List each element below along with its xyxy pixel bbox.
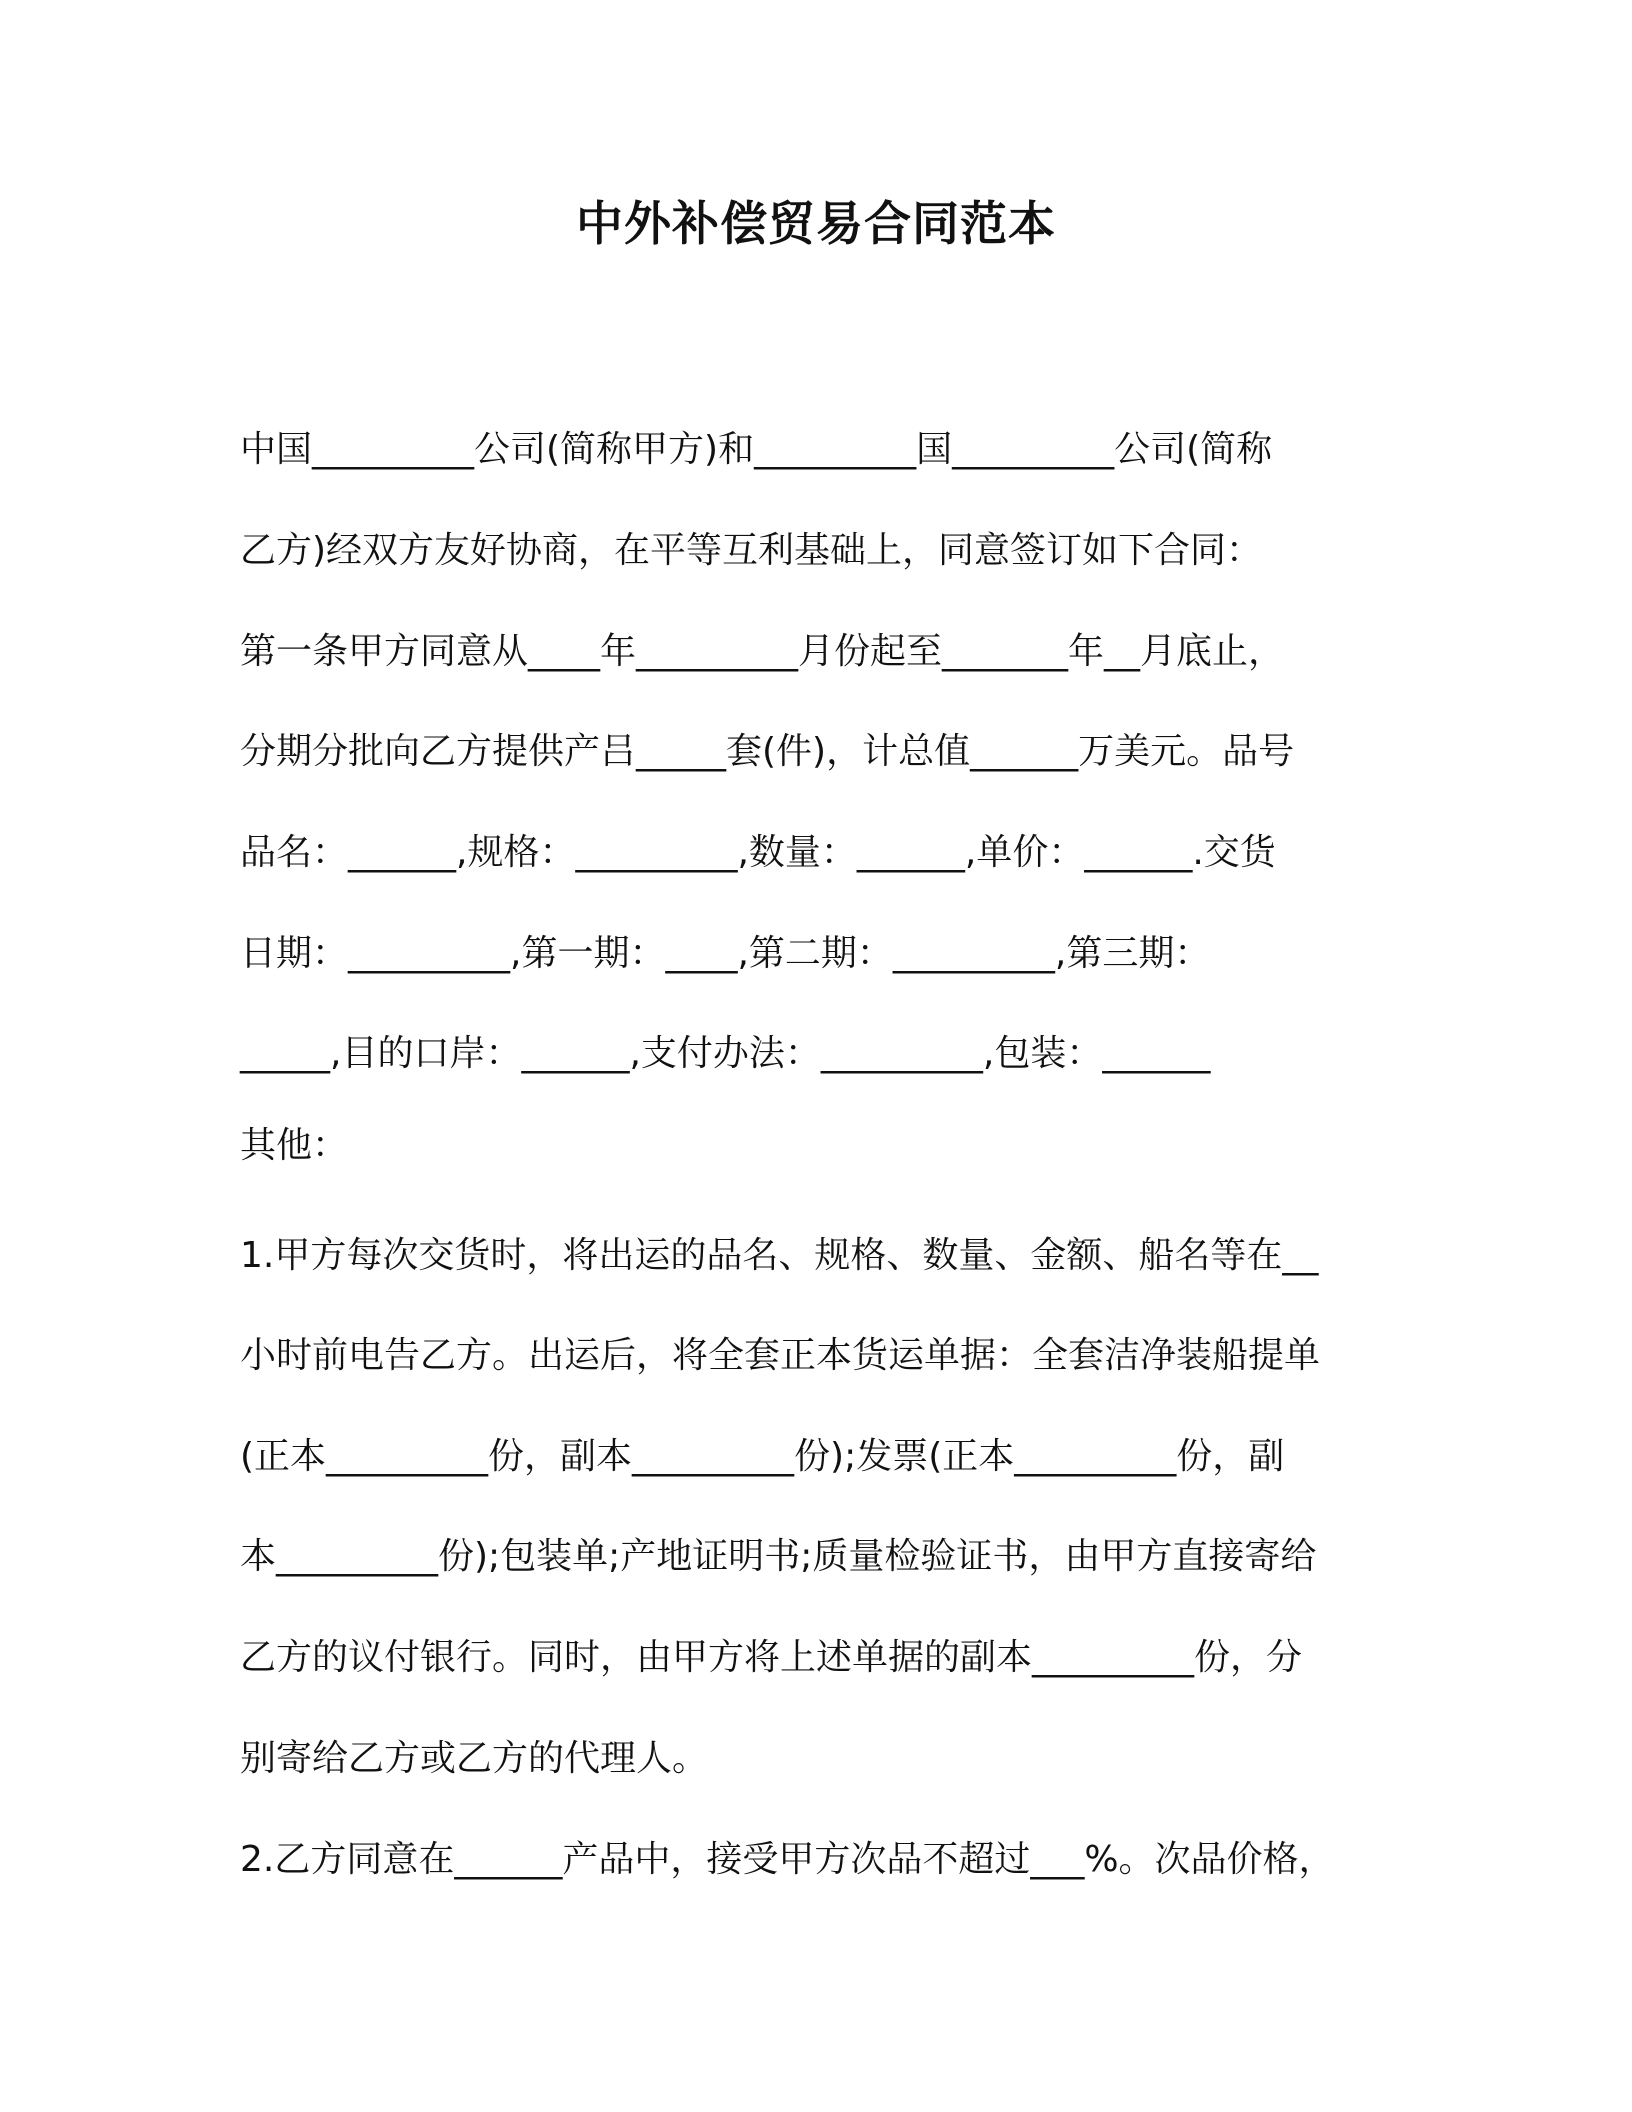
contract-line: 2.乙方同意在______产品中，接受甲方次品不超过___%。次品价格，: [240, 1839, 1335, 1880]
contract-line: 1.甲方每次交货时，将出运的品名、规格、数量、金额、船名等在__: [240, 1235, 1319, 1276]
contract-line: 本_________份);包装单;产地证明书;质量检验证书，由甲方直接寄给: [240, 1536, 1317, 1577]
contract-line: 其他：: [240, 1125, 349, 1166]
contract-line: 乙方)经双方友好协商，在平等互利基础上，同意签订如下合同：: [240, 530, 1263, 571]
contract-line: 别寄给乙方或乙方的代理人。: [240, 1738, 709, 1779]
contract-line: 乙方的议付银行。同时，由甲方将上述单据的副本_________份，分: [240, 1637, 1303, 1678]
contract-line: 第一条甲方同意从____年_________月份起至_______年__月底止，: [240, 631, 1285, 672]
contract-line: (正本_________份，副本_________份);发票(正本_________份，副: [240, 1436, 1285, 1477]
contract-line: 中国_________公司(简称甲方)和_________国_________公司(简称: [240, 429, 1273, 470]
contract-line: 分期分批向乙方提供产吕_____套(件)，计总值______万美元。品号: [240, 731, 1295, 772]
contract-line: _____,目的口岸：______,支付办法：_________,包装：______: [240, 1033, 1211, 1074]
contract-line: 小时前电告乙方。出运后，将全套正本货运单据：全套洁净装船提单: [240, 1335, 1321, 1376]
contract-line: 日期：_________,第一期：____,第二期：_________,第三期：: [240, 933, 1211, 974]
contract-line: 品名：______,规格：_________,数量：______,单价：______.交货: [240, 832, 1276, 873]
document-title: 中外补偿贸易合同范本: [576, 197, 1056, 252]
